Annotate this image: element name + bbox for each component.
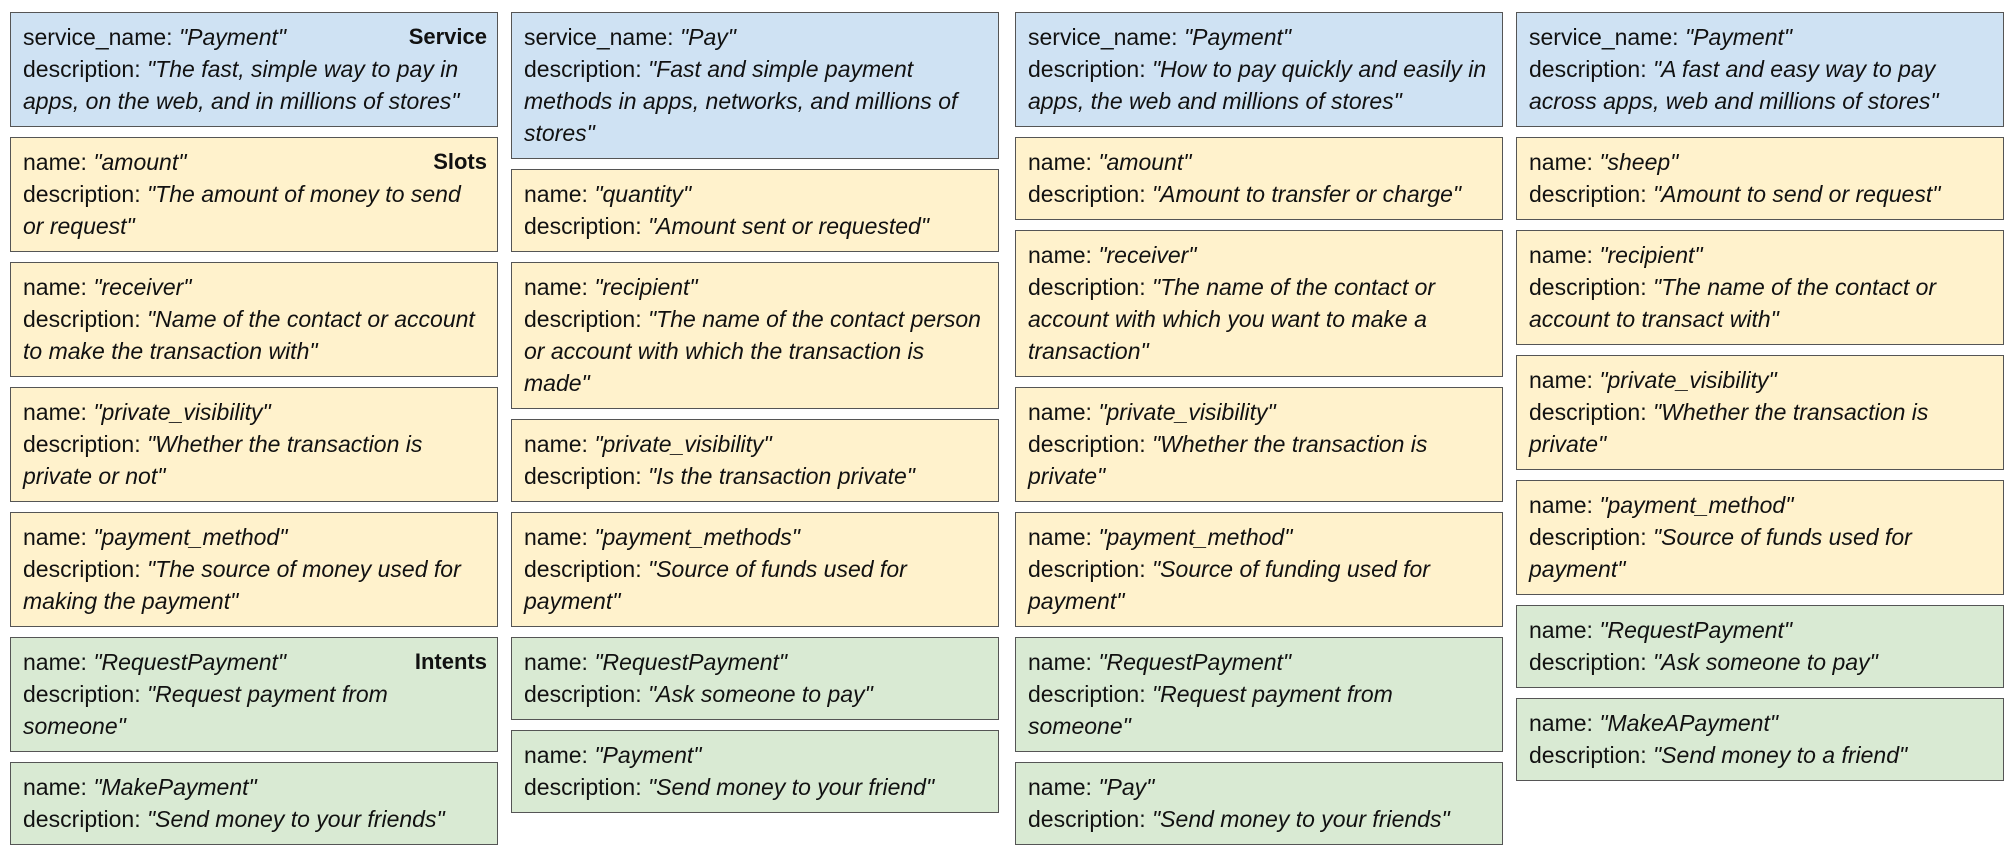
description-key: description: [1028, 556, 1153, 582]
name-key: name: [23, 774, 94, 800]
slot-name-value: "payment_method" [93, 524, 288, 550]
name-key: name: [23, 149, 94, 175]
description-key: description: [524, 556, 649, 582]
description-key: description: [1028, 274, 1153, 300]
slot-name-value: "payment_method" [1098, 524, 1293, 550]
schema-column-4 [1516, 12, 2004, 791]
slot-box [1015, 137, 1503, 220]
slot-box [511, 419, 999, 502]
slot-name-value: "private_visibility" [594, 431, 772, 457]
name-key: name: [1028, 649, 1099, 675]
intent-name-value: "Payment" [594, 742, 702, 768]
slot-box [1516, 355, 2004, 470]
slot-description-value: "Name of the contact or account to make the transaction with" [23, 306, 475, 364]
service-name-key: service_name: [1028, 24, 1184, 50]
name-key: name: [1028, 399, 1099, 425]
intent-description-value: "Ask someone to pay" [1653, 649, 1878, 675]
description-key: description: [23, 56, 148, 82]
intent-box [511, 730, 999, 813]
description-key: description: [1529, 524, 1654, 550]
service-box [1516, 12, 2004, 127]
description-key: description: [1028, 431, 1153, 457]
service-name-value: "Payment" [1183, 24, 1292, 50]
description-key: description: [1028, 56, 1153, 82]
description-key: description: [1529, 649, 1654, 675]
intent-description-value: "Send money to your friends" [1152, 806, 1450, 832]
description-key: description: [1529, 181, 1654, 207]
service-description-value: "The fast, simple way to pay in apps, on the web, and in millions of stores" [23, 56, 460, 114]
description-key: description: [524, 463, 649, 489]
schema-column-1 [10, 12, 498, 855]
service-name-value: "Pay" [679, 24, 736, 50]
section-label-slots: Slots [433, 149, 487, 174]
description-key: description: [1028, 181, 1153, 207]
slot-name-value: "payment_methods" [594, 524, 800, 550]
service-description-value: "A fast and easy way to pay across apps, web and millions of stores" [1529, 56, 1939, 114]
slot-name-value: "receiver" [1098, 242, 1197, 268]
intent-box [511, 637, 999, 720]
intent-name-value: "MakeAPayment" [1599, 710, 1779, 736]
intent-name-value: "RequestPayment" [1098, 649, 1292, 675]
intent-box [1516, 605, 2004, 688]
slot-name-value: "private_visibility" [93, 399, 271, 425]
intent-box [1015, 637, 1503, 752]
description-key: description: [23, 681, 148, 707]
name-key: name: [23, 274, 94, 300]
slot-box [511, 169, 999, 252]
name-key: name: [23, 649, 94, 675]
slot-description-value: "Source of funds used for payment" [1529, 524, 1912, 582]
service-name-value: "Payment" [178, 24, 287, 50]
description-key: description: [1529, 399, 1654, 425]
service-name-value: "Payment" [1684, 24, 1793, 50]
slot-description-value: "The name of the contact or account to transact with" [1529, 274, 1937, 332]
name-key: name: [23, 524, 94, 550]
slot-box [10, 137, 498, 252]
name-key: name: [524, 649, 595, 675]
description-key: description: [23, 306, 148, 332]
slot-name-value: "private_visibility" [1098, 399, 1276, 425]
service-name-key: service_name: [1529, 24, 1685, 50]
slot-name-value: "sheep" [1599, 149, 1679, 175]
intent-name-value: "Pay" [1098, 774, 1155, 800]
name-key: name: [524, 742, 595, 768]
description-key: description: [524, 774, 649, 800]
section-label-service: Service [408, 24, 487, 49]
intent-description-value: "Send money to your friends" [147, 806, 445, 832]
slot-description-value: "Amount sent or requested" [648, 213, 930, 239]
slot-name-value: "recipient" [594, 274, 698, 300]
name-key: name: [1028, 149, 1099, 175]
slot-box [10, 262, 498, 377]
name-key: name: [1529, 492, 1600, 518]
schema-column-2 [511, 12, 999, 823]
schema-column-3 [1015, 12, 1503, 855]
name-key: name: [1529, 367, 1600, 393]
slot-box [1015, 387, 1503, 502]
name-key: name: [1529, 617, 1600, 643]
slot-box [1516, 230, 2004, 345]
description-key: description: [23, 556, 148, 582]
slot-box [1516, 480, 2004, 595]
section-label-intents: Intents [414, 649, 487, 674]
slot-description-value: "Whether the transaction is private" [1028, 431, 1428, 489]
description-key: description: [1529, 56, 1654, 82]
name-key: name: [1028, 524, 1099, 550]
service-description-value: "Fast and simple payment methods in apps, networks, and millions of stores" [524, 56, 958, 146]
slot-description-value: "The source of money used for making the payment" [23, 556, 461, 614]
intent-name-value: "MakePayment" [93, 774, 257, 800]
slot-box [1015, 512, 1503, 627]
intent-description-value: "Send money to your friend" [648, 774, 935, 800]
description-key: description: [524, 213, 649, 239]
slot-box [1516, 137, 2004, 220]
name-key: name: [524, 431, 595, 457]
description-key: description: [1529, 742, 1654, 768]
service-description-value: "How to pay quickly and easily in apps, the web and millions of stores" [1028, 56, 1487, 114]
slot-description-value: "The name of the contact person or account with which the transaction is made" [524, 306, 981, 396]
name-key: name: [1028, 242, 1099, 268]
intent-box [10, 762, 498, 845]
slot-name-value: "payment_method" [1599, 492, 1794, 518]
slot-box [1015, 230, 1503, 377]
slot-name-value: "recipient" [1599, 242, 1703, 268]
service-box [1015, 12, 1503, 127]
intent-box [10, 637, 498, 752]
description-key: description: [524, 306, 649, 332]
slot-description-value: "Whether the transaction is private or not" [23, 431, 423, 489]
description-key: description: [524, 56, 649, 82]
intent-box [1015, 762, 1503, 845]
description-key: description: [524, 681, 649, 707]
slot-box [511, 262, 999, 409]
name-key: name: [1529, 710, 1600, 736]
name-key: name: [524, 524, 595, 550]
slot-description-value: "The name of the contact or account with which you want to make a transaction" [1028, 274, 1436, 364]
name-key: name: [524, 274, 595, 300]
name-key: name: [1028, 774, 1099, 800]
slot-name-value: "receiver" [93, 274, 192, 300]
description-key: description: [23, 806, 148, 832]
name-key: name: [1529, 149, 1600, 175]
service-name-key: service_name: [524, 24, 680, 50]
slot-name-value: "private_visibility" [1599, 367, 1777, 393]
slot-description-value: "Source of funding used for payment" [1028, 556, 1430, 614]
slot-box [10, 512, 498, 627]
slot-box [10, 387, 498, 502]
name-key: name: [23, 399, 94, 425]
slot-name-value: "amount" [1098, 149, 1192, 175]
intent-name-value: "RequestPayment" [594, 649, 788, 675]
intent-description-value: "Ask someone to pay" [648, 681, 873, 707]
description-key: description: [23, 431, 148, 457]
slot-name-value: "quantity" [594, 181, 692, 207]
description-key: description: [1028, 681, 1153, 707]
slot-description-value: "Is the transaction private" [648, 463, 915, 489]
intent-description-value: "Request payment from someone" [23, 681, 388, 739]
name-key: name: [524, 181, 595, 207]
description-key: description: [23, 181, 148, 207]
slot-description-value: "Source of funds used for payment" [524, 556, 907, 614]
slot-description-value: "Amount to send or request" [1653, 181, 1941, 207]
slot-description-value: "Whether the transaction is private" [1529, 399, 1929, 457]
intent-name-value: "RequestPayment" [1599, 617, 1793, 643]
intent-description-value: "Request payment from someone" [1028, 681, 1393, 739]
name-key: name: [1529, 242, 1600, 268]
slot-name-value: "amount" [93, 149, 187, 175]
slot-description-value: "The amount of money to send or request" [23, 181, 461, 239]
description-key: description: [1028, 806, 1153, 832]
description-key: description: [1529, 274, 1654, 300]
service-box [10, 12, 498, 127]
slot-description-value: "Amount to transfer or charge" [1152, 181, 1462, 207]
intent-description-value: "Send money to a friend" [1653, 742, 1908, 768]
service-box [511, 12, 999, 159]
intent-name-value: "RequestPayment" [93, 649, 287, 675]
service-name-key: service_name: [23, 24, 179, 50]
slot-box [511, 512, 999, 627]
intent-box [1516, 698, 2004, 781]
